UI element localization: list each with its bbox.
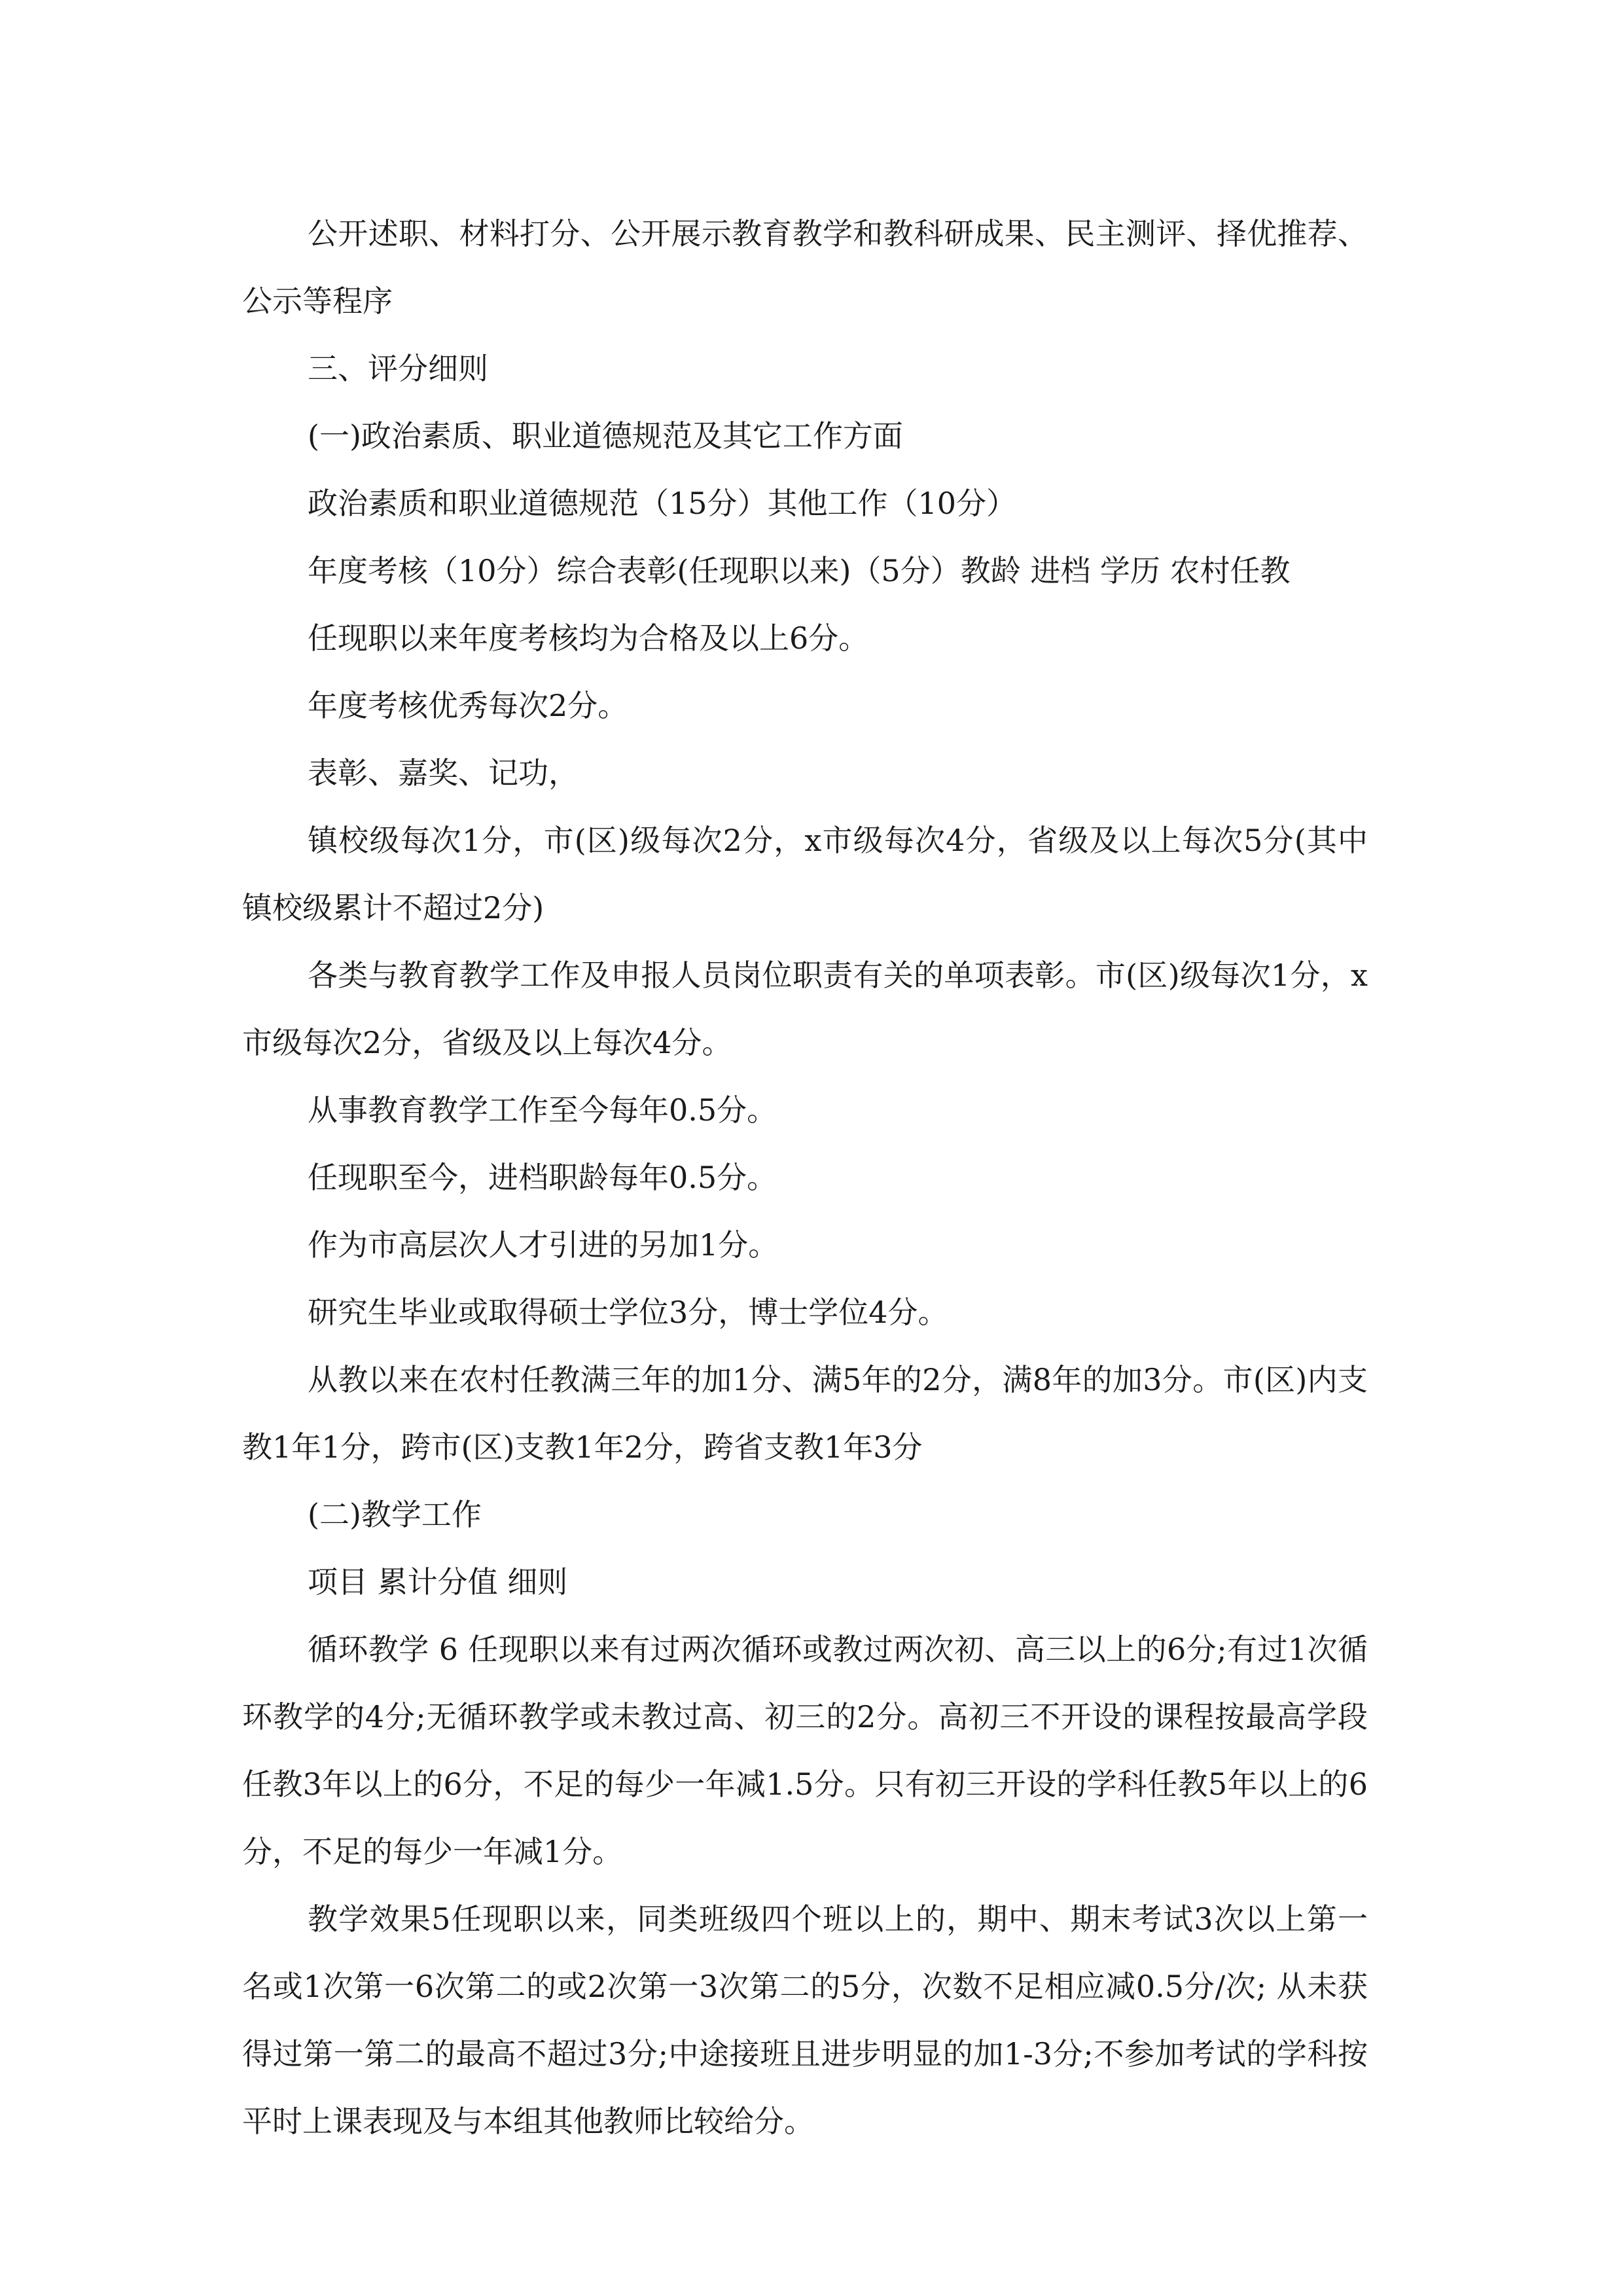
subsection-heading: (一)政治素质、职业道德规范及其它工作方面 [308, 418, 903, 454]
paragraph: 镇校级每次1分，市(区)级每次2分，x市级每次4分，省级及以上每次5分(其中镇校级累计不超过2分) [242, 823, 1368, 925]
paragraph: 公开述职、材料打分、公开展示教育教学和教科研成果、民主测评、择优推荐、公示等程序 [242, 216, 1368, 319]
paragraph: 任现职以来年度考核均为合格及以上6分。 [308, 620, 869, 656]
paragraph: 从教以来在农村任教满三年的加1分、满5年的2分，满8年的加3分。市(区)内支教1年1分，跨市(区)支教1年2分，跨省支教1年3分 [242, 1362, 1368, 1465]
paragraph: 年度考核优秀每次2分。 [308, 688, 628, 723]
subsection-heading: (二)教学工作 [308, 1497, 482, 1532]
paragraph: 表彰、嘉奖、记功， [308, 755, 579, 791]
paragraph: 任现职至今，进档职龄每年0.5分。 [308, 1160, 777, 1195]
paragraph: 教学效果5任现职以来，同类班级四个班以上的，期中、期末考试3次以上第一名或1次第一6次第二的或2次第一3次第二的5分，次数不足相应减0.5分/次; 从未获得过第一第二的最高不超过3分;中途接班且进步明显的加1-3分;不参加考试的学科按平时上课表现及与本组其他教师比较给分。 [242, 1901, 1368, 2139]
paragraph: 各类与教育教学工作及申报人员岗位职责有关的单项表彰。市(区)级每次1分，x市级每次2分，省级及以上每次4分。 [242, 958, 1368, 1060]
paragraph: 政治素质和职业道德规范（15分）其他工作（10分） [308, 486, 1017, 521]
section-heading: 三、评分细则 [308, 351, 488, 386]
document-body [242, 200, 1368, 2155]
paragraph: 循环教学 6 任现职以来有过两次循环或教过两次初、高三以上的6分;有过1次循环教学的4分;无循环教学或未教过高、初三的2分。高初三不开设的课程按最高学段任教3年以上的6分，不足的每少一年减1.5分。只有初三开设的学科任教5年以上的6分，不足的每少一年减1分。 [242, 1632, 1368, 1869]
paragraph: 作为市高层次人才引进的另加1分。 [308, 1227, 779, 1263]
paragraph: 从事教育教学工作至今每年0.5分。 [308, 1092, 777, 1128]
paragraph: 项目 累计分值 细则 [308, 1564, 568, 1600]
paragraph: 研究生毕业或取得硕士学位3分，博士学位4分。 [308, 1295, 948, 1330]
paragraph: 年度考核（10分）综合表彰(任现职以来)（5分）教龄 进档 学历 农村任教 [308, 553, 1291, 588]
